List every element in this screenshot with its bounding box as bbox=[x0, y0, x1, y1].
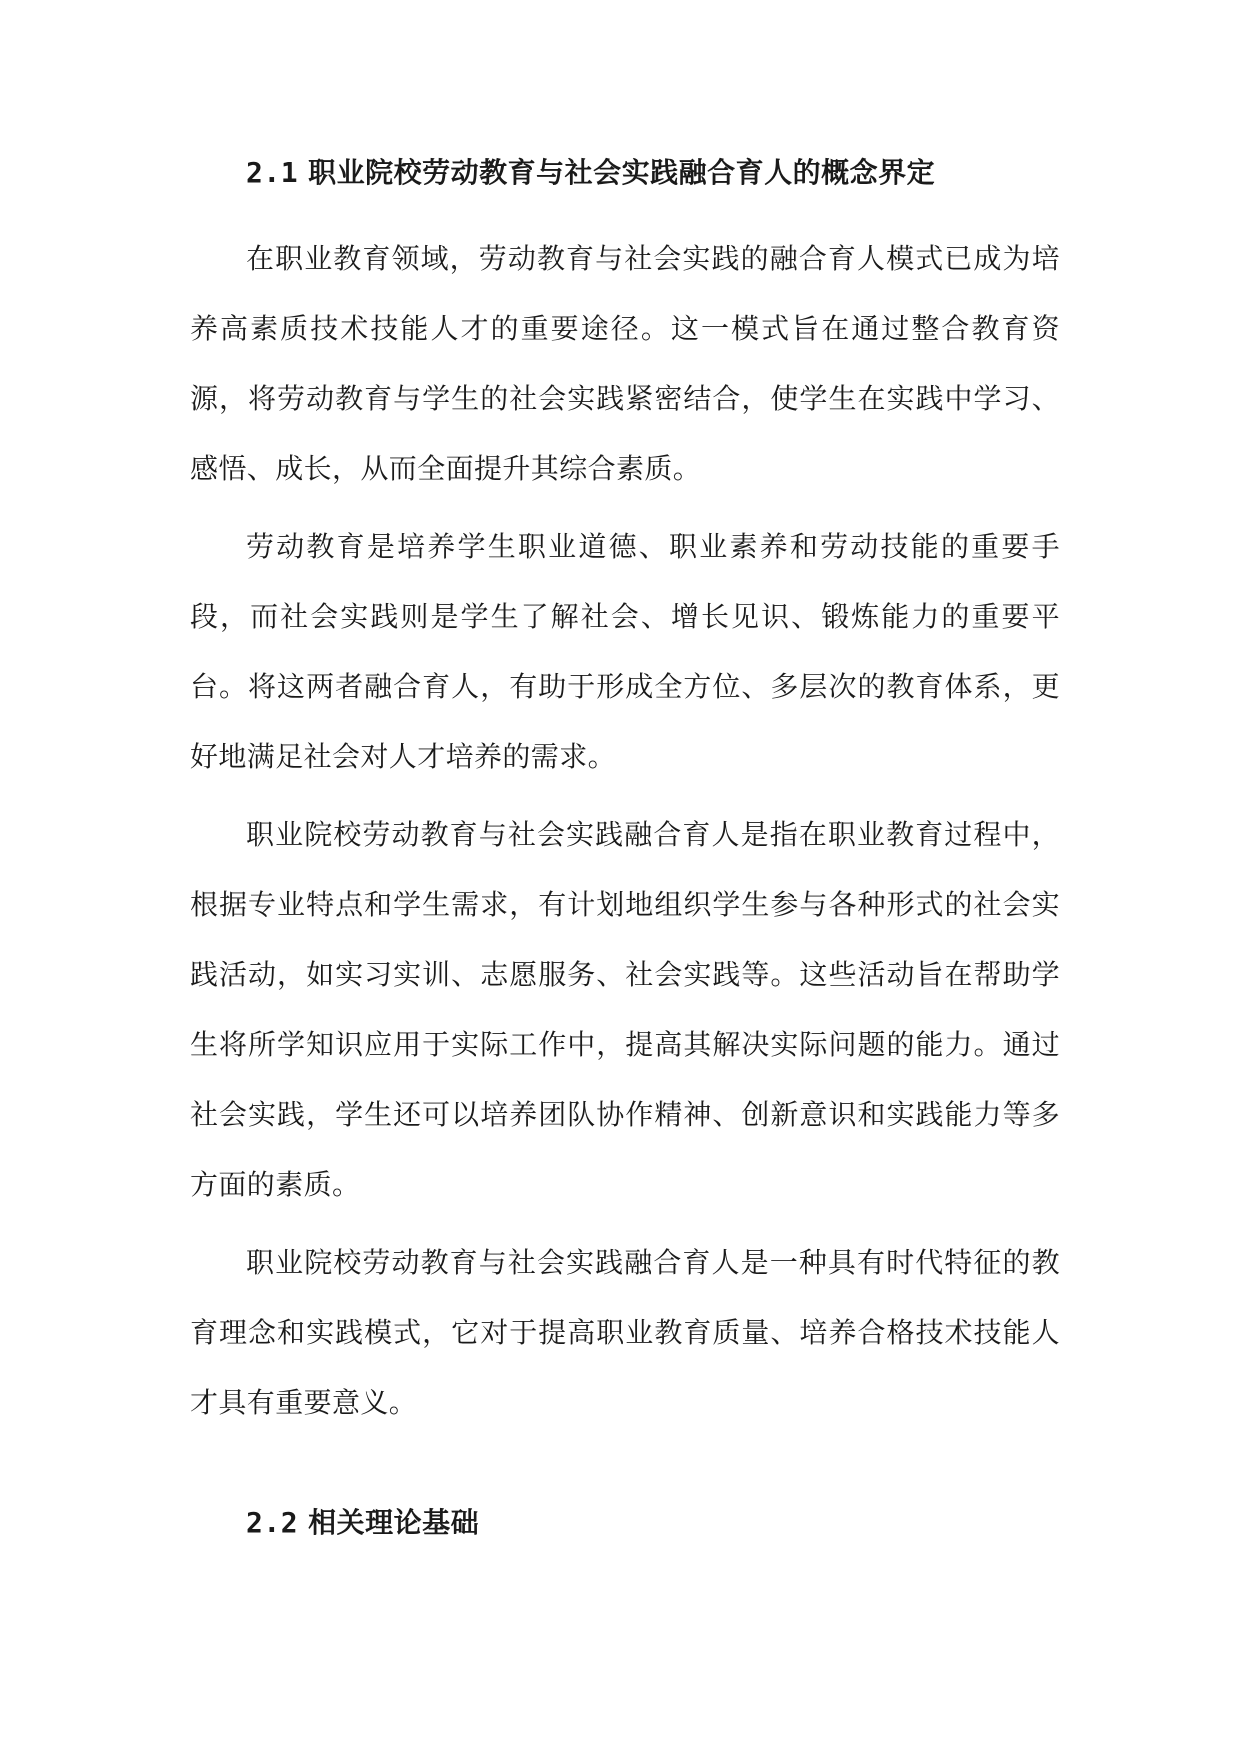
paragraph-3: 职业院校劳动教育与社会实践融合育人是指在职业教育过程中，根据专业特点和学生需求，有计划地组织学生参与各种形式的社会实践活动，如实习实训、志愿服务、社会实践等。这些活动旨在帮助学生将所学知识应用于实际工作中，提高其解决实际问题的能力。通过社会实践，学生还可以培养团队协作精神、创新意识和实践能力等多方面的素质。 bbox=[190, 818, 1060, 1201]
paragraph-2: 劳动教育是培养学生职业道德、职业素养和劳动技能的重要手段，而社会实践则是学生了解社会、增长见识、锻炼能力的重要平台。将这两者融合育人，有助于形成全方位、多层次的教育体系，更好地满足社会对人才培养的需求。 bbox=[190, 530, 1060, 773]
section-title: 职业院校劳动教育与社会实践融合育人的概念界定 bbox=[308, 156, 936, 189]
paragraph-4: 职业院校劳动教育与社会实践融合育人是一种具有时代特征的教育理念和实践模式，它对于提高职业教育质量、培养合格技术技能人才具有重要意义。 bbox=[190, 1246, 1060, 1419]
section-title: 相关理论基础 bbox=[308, 1506, 480, 1539]
document-body bbox=[190, 138, 1060, 1558]
section-number: 2.2 bbox=[246, 1506, 299, 1539]
section-number: 2.1 bbox=[246, 156, 299, 189]
section-heading-2-2 bbox=[190, 1488, 1060, 1558]
section-heading-2-1 bbox=[190, 138, 1060, 208]
paragraph-1: 在职业教育领域，劳动教育与社会实践的融合育人模式已成为培养高素质技术技能人才的重要途径。这一模式旨在通过整合教育资源，将劳动教育与学生的社会实践紧密结合，使学生在实践中学习、感悟、成长，从而全面提升其综合素质。 bbox=[190, 242, 1060, 485]
